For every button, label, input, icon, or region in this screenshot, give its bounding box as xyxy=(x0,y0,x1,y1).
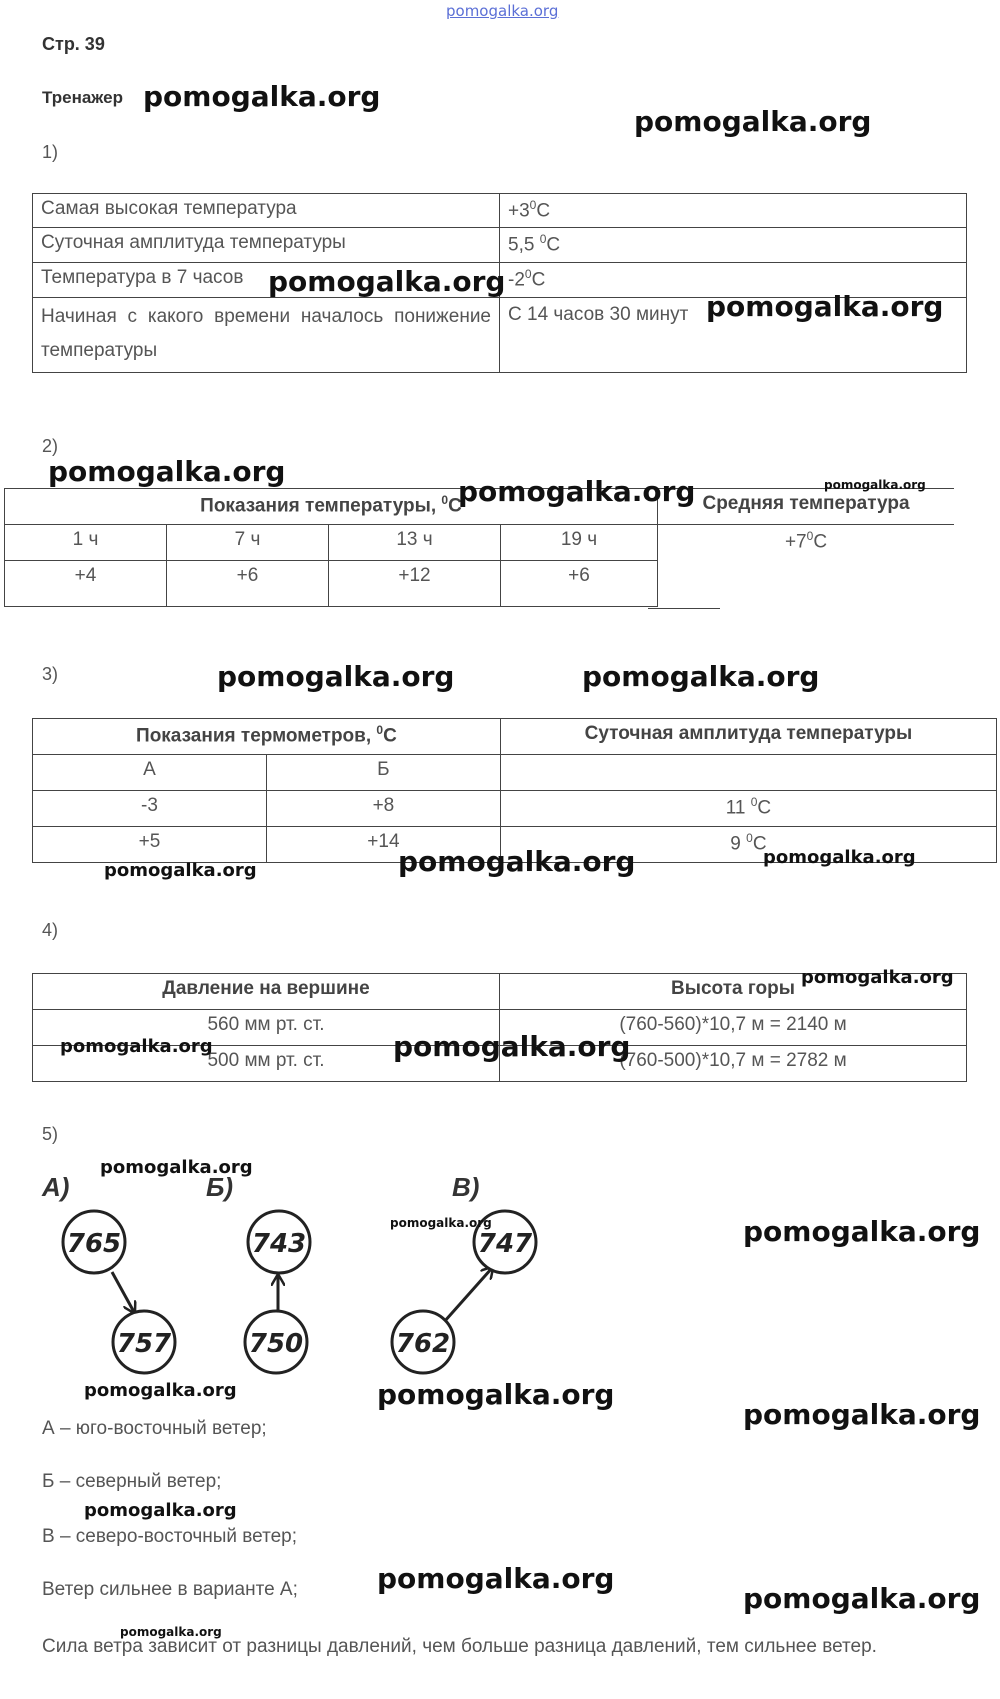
task3-b: +14 xyxy=(266,827,500,863)
task2-time: 13 ч xyxy=(329,525,501,561)
answer-a: А – юго-восточный ветер; xyxy=(42,1418,267,1439)
watermark: pomogalka.org xyxy=(743,1582,981,1615)
task4-pressure: 560 мм рт. ст. xyxy=(33,1010,500,1046)
isobar-value: 750 xyxy=(248,1329,304,1359)
watermark: pomogalka.org xyxy=(104,860,257,881)
watermark: pomogalka.org xyxy=(398,845,636,878)
task4-number: 4) xyxy=(42,920,59,940)
task1-label: Температура в 7 часов xyxy=(33,263,500,298)
task4-height: (760-560)*10,7 м = 2140 м xyxy=(500,1010,967,1046)
task1-value: $-2^0С$ xyxy=(500,263,967,298)
task2-time: 1 ч xyxy=(5,525,167,561)
task3-number: 3) xyxy=(42,664,59,684)
task1-label: Самая высокая температура xyxy=(33,194,500,228)
watermark: pomogalka.org xyxy=(268,265,506,298)
watermark: pomogalka.org xyxy=(743,1215,981,1248)
isobar-value: 765 xyxy=(66,1229,122,1259)
task3-table xyxy=(32,718,997,863)
task2-time: 7 ч xyxy=(167,525,329,561)
task2-value: +6 xyxy=(167,561,329,607)
section-title: Тренажер xyxy=(42,88,123,107)
task4-table xyxy=(32,973,967,1082)
diagram-label-c: В) xyxy=(452,1172,480,1202)
wind-diagrams xyxy=(0,1200,600,1390)
watermark: pomogalka.org xyxy=(393,1030,631,1063)
watermark: pomogalka.org xyxy=(743,1398,981,1431)
task4-height: (760-500)*10,7 м = 2782 м xyxy=(500,1046,967,1082)
task2-value: +4 xyxy=(5,561,167,607)
task5-number: 5) xyxy=(42,1124,59,1144)
task3-a: -3 xyxy=(33,791,267,827)
answer-c: В – северо-восточный ветер; xyxy=(42,1526,298,1547)
task2-avg-value: $+7^0С$ xyxy=(658,525,955,607)
diagram-label-b: Б) xyxy=(206,1172,234,1202)
page-label: Стр. 39 xyxy=(42,34,105,54)
task3-header: Показания термометров, $^0$С xyxy=(33,719,501,755)
wind-arrow-a xyxy=(112,1272,134,1312)
task3-col-a: А xyxy=(33,755,267,791)
watermark: pomogalka.org xyxy=(100,1157,253,1178)
task2-avg-header: Средняя температура xyxy=(658,489,955,525)
watermark: pomogalka.org xyxy=(143,80,381,113)
task3-empty xyxy=(500,755,996,791)
conclusion-text: Сила ветра зависит от разницы давлений, чем больше разница давлений, тем сильнее ветер. xyxy=(42,1636,877,1657)
task2-bottom-line xyxy=(648,608,720,609)
task3-amp: 11 $^0$С xyxy=(500,791,996,827)
task3-b: +8 xyxy=(266,791,500,827)
task1-value: 5,5 $^0$С xyxy=(500,228,967,263)
task2-time: 19 ч xyxy=(501,525,658,561)
task2-header: Показания температуры, $^0$С xyxy=(5,489,658,525)
isobar-value: 747 xyxy=(477,1229,533,1259)
watermark: pomogalka.org xyxy=(458,475,696,508)
watermark: pomogalka.org xyxy=(582,660,820,693)
task2-number: 2) xyxy=(42,436,59,456)
watermark: pomogalka.org xyxy=(84,1500,237,1521)
task1-value: С 14 часов 30 минут xyxy=(500,298,967,373)
task1-number: 1) xyxy=(42,142,59,162)
isobar-value: 743 xyxy=(251,1229,307,1259)
watermark: pomogalka.org xyxy=(763,847,916,868)
task1-label: Суточная амплитуда температуры xyxy=(33,228,500,263)
answer-b: Б – северный ветер; xyxy=(42,1471,222,1492)
task4-pressure: 500 мм рт. ст. xyxy=(33,1046,500,1082)
watermark: pomogalka.org xyxy=(801,967,954,988)
watermark: pomogalka.org xyxy=(120,1625,222,1639)
watermark: pomogalka.org xyxy=(217,660,455,693)
diagram-label-a: А) xyxy=(42,1172,70,1202)
answer-strongest: Ветер сильнее в варианте А; xyxy=(42,1579,298,1600)
task2-value: +12 xyxy=(329,561,501,607)
isobar-value: 762 xyxy=(395,1329,451,1359)
task3-amp: 9 $^0$С xyxy=(500,827,996,863)
task4-col2: Высота горы xyxy=(500,974,967,1010)
watermark: pomogalka.org xyxy=(377,1562,615,1595)
wind-arrow-c xyxy=(444,1268,492,1322)
task2-value: +6 xyxy=(501,561,658,607)
task3-col-b: Б xyxy=(266,755,500,791)
watermark: pomogalka.org xyxy=(706,290,944,323)
watermark: pomogalka.org xyxy=(390,1216,492,1230)
watermark: pomogalka.org xyxy=(634,105,872,138)
watermark: pomogalka.org xyxy=(84,1380,237,1401)
task4-col1: Давление на вершине xyxy=(33,974,500,1010)
task1-label: Начиная с какого времени началось понижение температуры xyxy=(33,298,500,373)
task3-amp-header: Суточная амплитуда температуры xyxy=(500,719,996,755)
task3-a: +5 xyxy=(33,827,267,863)
watermark: pomogalka.org xyxy=(824,478,926,492)
task1-value: $+3^0С$ xyxy=(500,194,967,228)
watermark: pomogalka.org xyxy=(60,1036,213,1057)
watermark: pomogalka.org xyxy=(48,455,286,488)
site-link[interactable]: pomogalka.org xyxy=(446,2,559,20)
watermark: pomogalka.org xyxy=(377,1378,615,1411)
isobar-value: 757 xyxy=(116,1329,172,1359)
